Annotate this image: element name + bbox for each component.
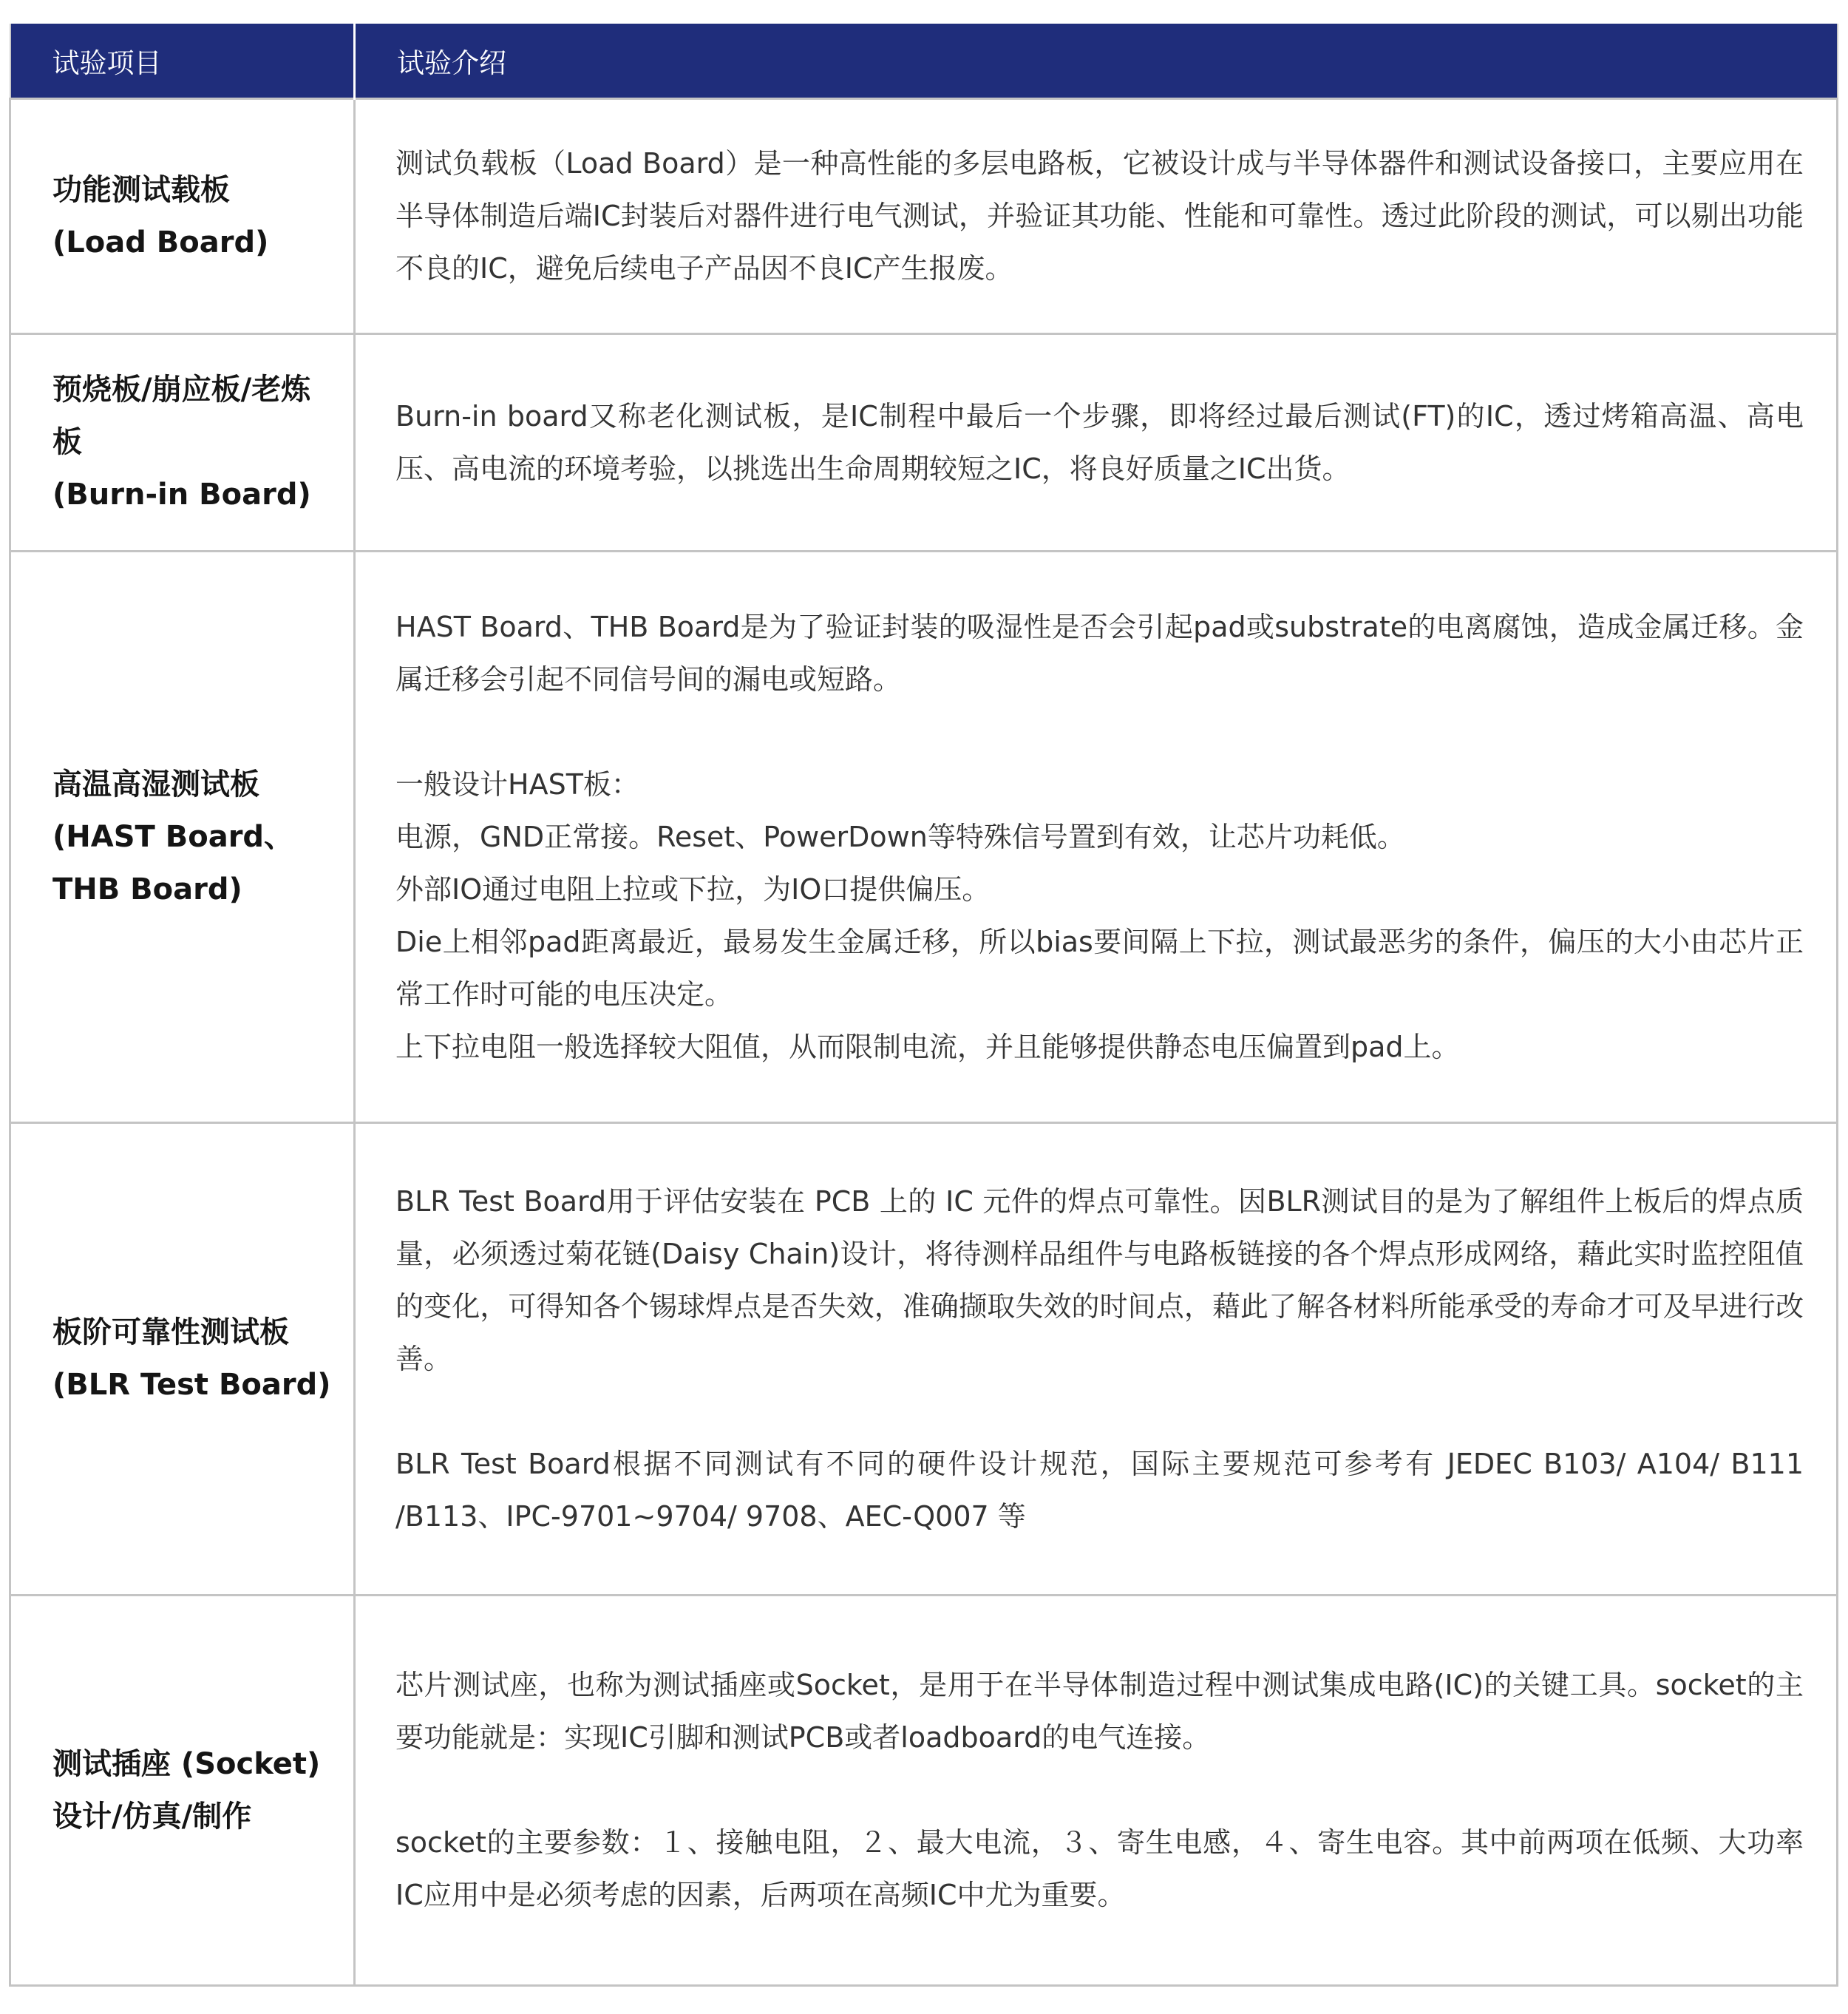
row-item-cell: [10, 1123, 355, 1596]
header-test-item: 试验项目: [10, 24, 355, 99]
description-paragraph: 测试负载板（Load Board）是一种高性能的多层电路板，它被设计成与半导体器件和测试设备接口，主要应用在半导体制造后端IC封装后对器件进行电气测试，并验证其功能、性能和可靠性。透过此阶段的测试，可以剔出功能不良的IC，避免后续电子产品因不良IC产生报废。: [395, 147, 1804, 285]
description-paragraph: BLR Test Board根据不同测试有不同的硬件设计规范，国际主要规范可参考有 JEDEC B103/ A104/ B111 /B113、IPC-9701~9704/ 9708、AEC-Q007 等: [395, 1447, 1804, 1533]
row-description-cell: [355, 99, 1838, 334]
item-english-name: (Load Board): [52, 225, 269, 260]
row-description-cell: [355, 1596, 1838, 1986]
item-name: 板阶可靠性测试板: [52, 1315, 289, 1349]
item-english-name: THB Board): [52, 872, 242, 906]
paragraph-gap: [395, 1764, 1804, 1817]
description-paragraph: BLR Test Board用于评估安装在 PCB 上的 IC 元件的焊点可靠性。因BLR测试目的是为了解组件上板后的焊点质量，必须透过菊花链(Daisy Chain)设计，将待测样品组件与电路板链接的各个焊点形成网络，藉此实时监控阻值的变化，可得知各个锡球焊点是否失效，准确撷取失效的时间点，藉此了解各材料所能承受的寿命才可及早进行改善。: [395, 1184, 1804, 1375]
row-item-cell: [10, 334, 355, 552]
item-english-name: (BLR Test Board): [52, 1368, 331, 1402]
paragraph-gap: [395, 706, 1804, 759]
description-line: Die上相邻pad距离最近，最易发生金属迁移，所以bias要间隔上下拉，测试最恶劣的条件，偏压的大小由芯片正常工作时可能的电压决定。: [395, 925, 1804, 1011]
item-name: 测试插座 (Socket): [52, 1746, 321, 1781]
table-row: [10, 334, 1838, 552]
table-header-row: [10, 24, 1838, 99]
test-board-table: [9, 24, 1838, 1987]
table-row: [10, 1596, 1838, 1986]
item-name: 高温高湿测试板: [52, 767, 259, 801]
table-row: [10, 552, 1838, 1123]
description-paragraph: HAST Board、THB Board是为了验证封装的吸湿性是否会引起pad或substrate的电离腐蚀，造成金属迁移。金属迁移会引起不同信号间的漏电或短路。: [395, 610, 1804, 696]
table-row: [10, 1123, 1838, 1596]
row-item-cell: [10, 1596, 355, 1986]
description-paragraph: 芯片测试座，也称为测试插座或Socket，是用于在半导体制造过程中测试集成电路(IC)的关键工具。socket的主要功能就是：实现IC引脚和测试PCB或者loadboard的电气连接。: [395, 1669, 1804, 1754]
row-description-cell: [355, 1123, 1838, 1596]
row-item-cell: [10, 552, 355, 1123]
description-line: 上下拉电阻一般选择较大阻值，从而限制电流，并且能够提供静态电压偏置到pad上。: [395, 1030, 1460, 1063]
row-item-cell: [10, 99, 355, 334]
row-description-cell: [355, 334, 1838, 552]
header-test-description: 试验介绍: [355, 24, 1838, 99]
paragraph-gap: [395, 1386, 1804, 1438]
item-subtitle: 设计/仿真/制作: [52, 1799, 252, 1834]
description-line: 一般设计HAST板：: [395, 767, 639, 801]
item-english-name: (Burn-in Board): [52, 478, 311, 512]
description-line: 外部IO通过电阻上拉或下拉，为IO口提供偏压。: [395, 872, 991, 906]
item-english-name: (HAST Board、: [52, 819, 294, 854]
item-name: 功能测试载板: [52, 172, 230, 207]
row-description-cell: [355, 552, 1838, 1123]
description-line: 电源，GND正常接。Reset、PowerDown等特殊信号置到有效，让芯片功耗低。: [395, 820, 1405, 853]
description-paragraph: socket的主要参数：１、接触电阻，２、最大电流，３、寄生电感，４、寄生电容。其中前两项在低频、大功率IC应用中是必须考虑的因素，后两项在高频IC中尤为重要。: [395, 1826, 1804, 1911]
table-row: [10, 99, 1838, 334]
item-name: 预烧板/崩应板/老炼板: [52, 373, 311, 459]
description-paragraph: Burn-in board又称老化测试板，是IC制程中最后一个步骤，即将经过最后测试(FT)的IC，透过烤箱高温、高电压、高电流的环境考验，以挑选出生命周期较短之IC，将良好质量之IC出货。: [395, 399, 1804, 485]
